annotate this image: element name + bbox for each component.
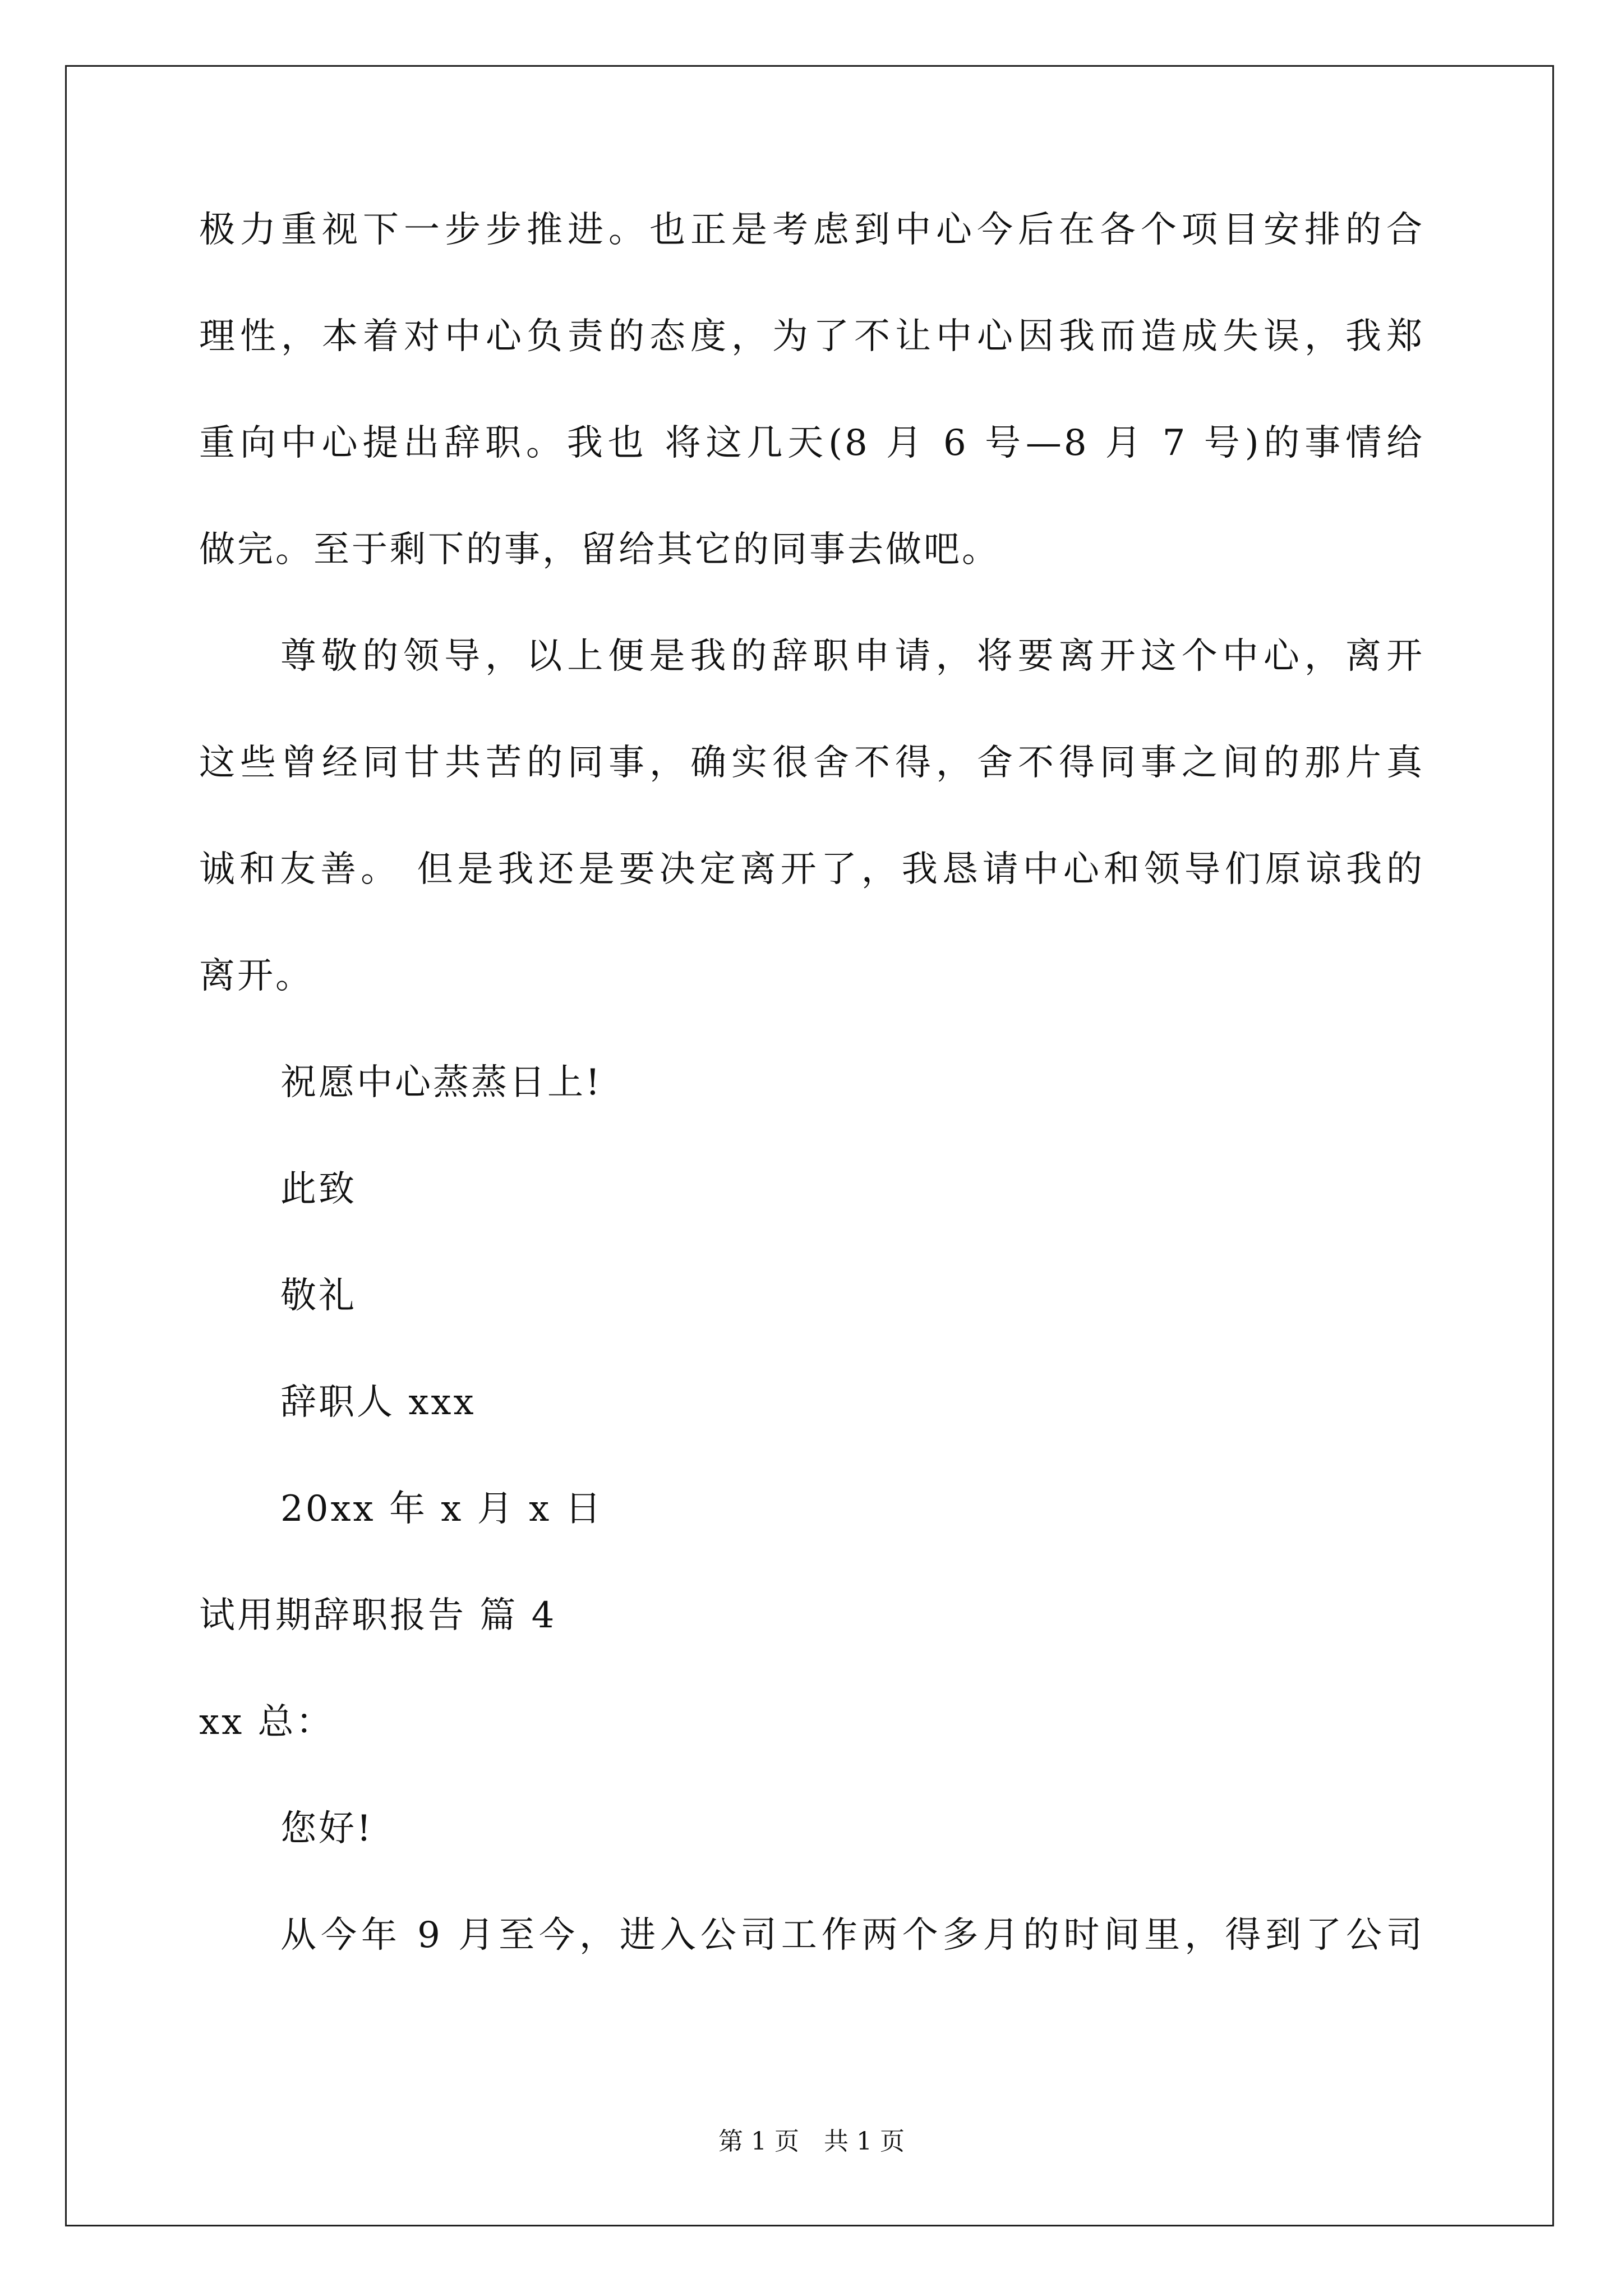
paragraph-line: 尊敬的领导，以上便是我的辞职申请，将要离开这个中心，离开 bbox=[280, 636, 1424, 677]
paragraph-line: 离开。 bbox=[199, 955, 313, 997]
salutation-jingli: 敬礼 bbox=[280, 1275, 357, 1317]
paragraph-line: 重向中心提出辞职。我也 将这几天(8 月 6 号—8 月 7 号)的事情给 bbox=[199, 422, 1424, 464]
signature-date: 20xx 年 x 月 x 日 bbox=[280, 1488, 603, 1530]
paragraph-line: 从今年 9 月至今，进入公司工作两个多月的时间里，得到了公司 bbox=[280, 1915, 1424, 1956]
closing-wish: 祝愿中心蒸蒸日上! bbox=[280, 1062, 602, 1103]
page-number-footer: 第 1 页 共 1 页 bbox=[718, 2127, 905, 2156]
paragraph-line: 这些曾经同甘共苦的同事，确实很舍不得，舍不得同事之间的那片真 bbox=[199, 742, 1424, 784]
greeting-line: 您好! bbox=[280, 1808, 374, 1849]
paragraph-line: 理性，本着对中心负责的态度，为了不让中心因我而造成失误，我郑 bbox=[199, 316, 1424, 357]
salutation-cizhi: 此致 bbox=[280, 1168, 357, 1210]
section-heading: 试用期辞职报告 篇 4 bbox=[199, 1595, 557, 1636]
page-border bbox=[65, 65, 1554, 2226]
recipient-line: xx 总： bbox=[199, 1701, 334, 1743]
paragraph-line: 诚和友善。 但是我还是要决定离开了，我恳请中心和领导们原谅我的 bbox=[199, 849, 1424, 890]
paragraph-line: 极力重视下一步步推进。也正是考虑到中心今后在各个项目安排的合 bbox=[199, 209, 1424, 251]
paragraph-line: 做完。至于剩下的事，留给其它的同事去做吧。 bbox=[199, 529, 1000, 570]
signature-name: 辞职人 xxx bbox=[280, 1382, 476, 1423]
